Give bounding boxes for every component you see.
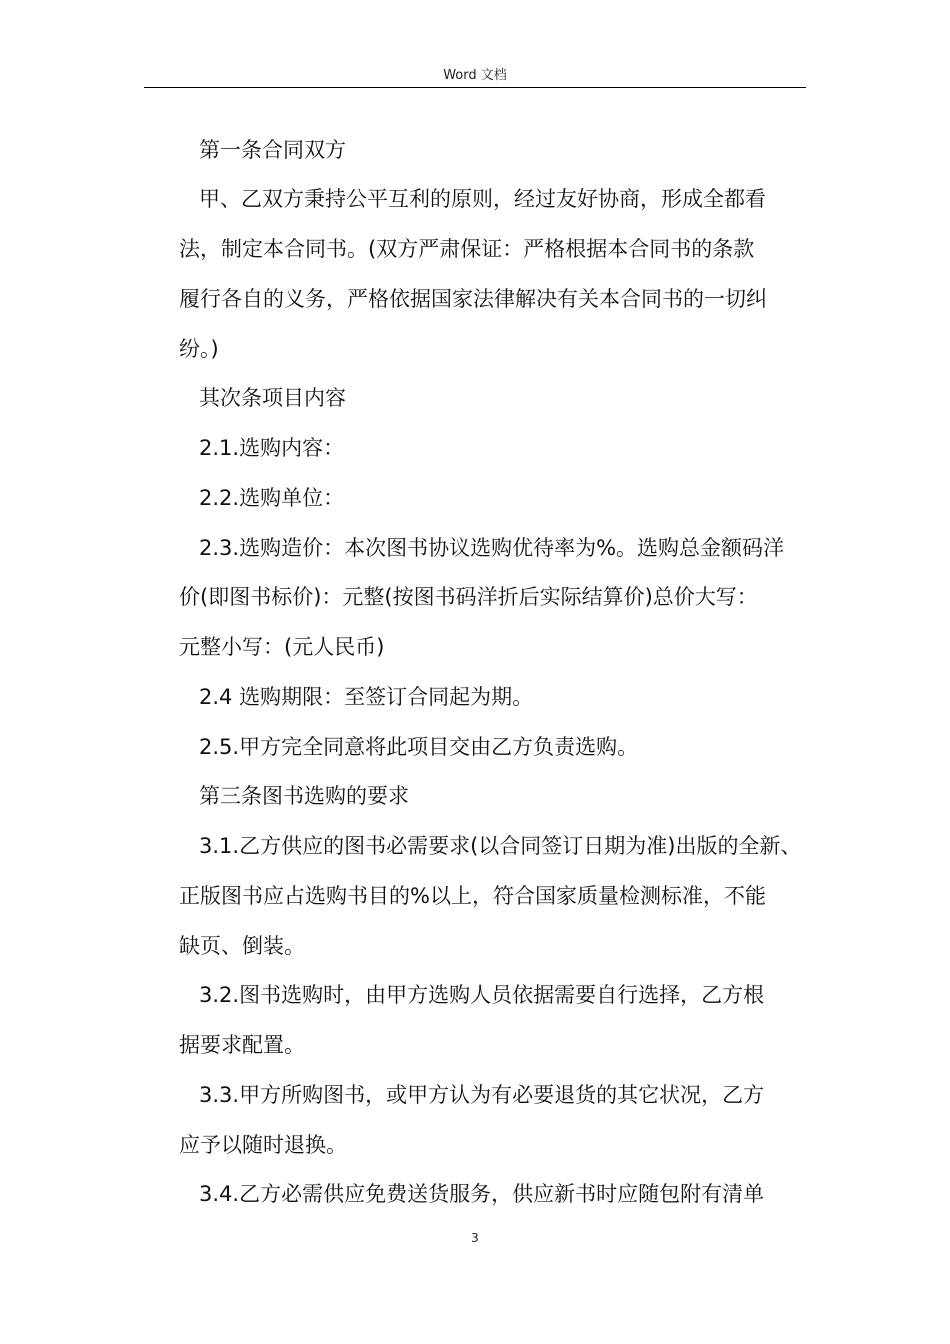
- article-heading: 第一条合同双方: [199, 138, 346, 162]
- clause-line: 3.3.甲方所购图书，或甲方认为有必要退货的其它状况，乙方: [199, 1083, 765, 1107]
- paragraph-line: 履行各自的义务，严格依据国家法律解决有关本合同书的一切纠: [179, 287, 767, 311]
- clause-line: 2.3.选购造价：本次图书协议选购优待率为%。选购总金额码洋: [199, 536, 785, 560]
- article-heading: 其次条项目内容: [199, 386, 346, 410]
- clause-line: 2.2.选购单位：: [199, 486, 345, 510]
- clause-line: 3.2.图书选购时，由甲方选购人员依据需要自行选择，乙方根: [199, 983, 765, 1007]
- page-header-title: Word 文档: [443, 68, 507, 83]
- paragraph-line: 应予以随时退换。: [179, 1133, 347, 1157]
- header-divider: [144, 87, 806, 88]
- clause-line: 2.5.甲方完全同意将此项目交由乙方负责选购。: [199, 735, 639, 759]
- page-number: 3: [471, 1231, 479, 1245]
- clause-line: 3.4.乙方必需供应免费送货服务，供应新书时应随包附有清单: [199, 1182, 765, 1206]
- paragraph-line: 缺页、倒装。: [179, 934, 305, 958]
- clause-line: 2.4 选购期限：至签订合同起为期。: [199, 685, 534, 709]
- paragraph-line: 价(即图书标价)：元整(按图书码洋折后实际结算价)总价大写：: [179, 585, 758, 609]
- paragraph-line: 元整小写：(元人民币): [179, 635, 385, 659]
- clause-line: 2.1.选购内容：: [199, 436, 345, 460]
- clause-line: 3.1.乙方供应的图书必需要求(以合同签订日期为准)出版的全新、: [199, 834, 802, 858]
- paragraph-line: 法，制定本合同书。(双方严肃保证：严格根据本合同书的条款: [179, 237, 755, 261]
- paragraph-line: 甲、乙双方秉持公平互利的原则，经过友好协商，形成全都看: [199, 187, 766, 211]
- paragraph-line: 纷。): [179, 337, 219, 361]
- paragraph-line: 正版图书应占选购书目的%以上，符合国家质量检测标准，不能: [179, 884, 766, 908]
- paragraph-line: 据要求配置。: [179, 1033, 305, 1057]
- article-heading: 第三条图书选购的要求: [199, 784, 409, 808]
